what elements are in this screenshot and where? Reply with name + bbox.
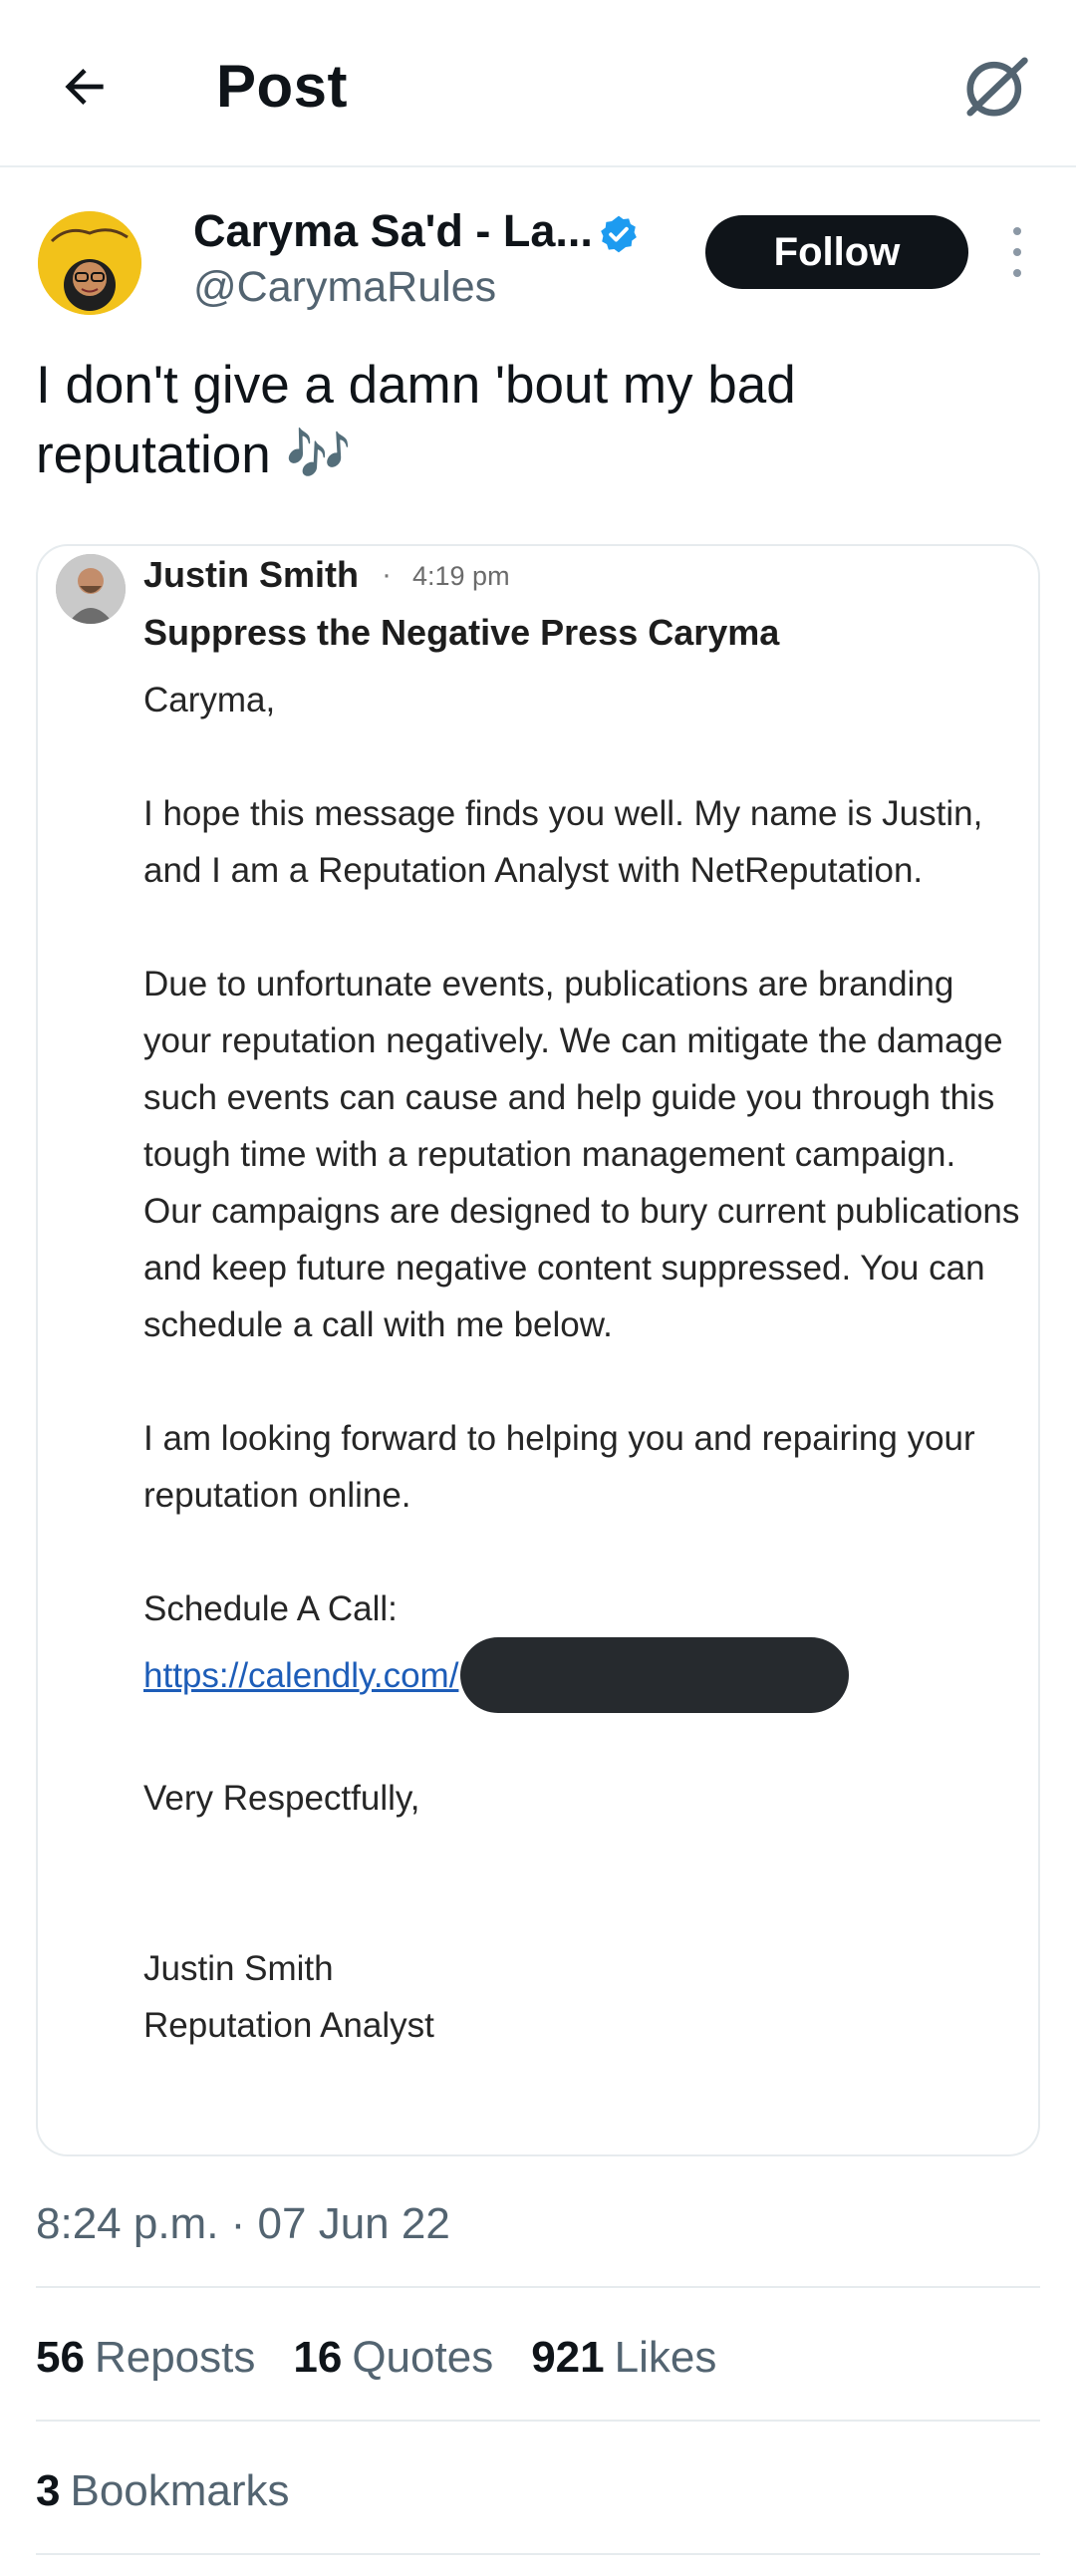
bookmarks-stat[interactable] [36,2461,290,2521]
grok-icon [961,52,1031,122]
email-paragraph: Due to unfortunate events, publications are branding your reputation negatively. We can mitigate the damage such events can cause and help guide you through this tough time with a reputation management campaign. Our campaigns are designed to bury current publications and keep future negative content suppressed. You can schedule a call with me below. [143,965,1020,1344]
author-avatar[interactable] [38,211,141,315]
avatar-illustration [38,211,141,315]
quotes-stat[interactable] [293,2328,493,2388]
reposts-count: 56 [36,2333,85,2382]
post-text: I don't give a damn 'bout my bad reputation 🎶 [36,356,796,484]
author-name[interactable]: Caryma Sa'd - La... [193,205,593,256]
email-signature-name: Justin Smith [143,1949,334,1988]
more-dot-icon [1013,269,1021,277]
more-dot-icon [1013,248,1021,256]
bookmarks-count: 3 [36,2466,61,2515]
quotes-label: Quotes [352,2333,494,2382]
email-paragraph: I am looking forward to helping you and repairing your reputation online. [143,1419,975,1515]
email-link-row [143,1637,1020,1713]
redaction-bar [460,1637,849,1713]
divider [36,2420,1040,2422]
likes-count: 921 [531,2333,605,2382]
bookmarks-label: Bookmarks [70,2466,290,2515]
top-bar [0,0,1076,167]
more-dot-icon [1013,227,1021,235]
email-sender-name: Justin Smith [143,554,360,595]
divider [36,2286,1040,2288]
email-signoff: Very Respectfully, [143,1779,420,1818]
email-subject: Suppress the Negative Press Caryma [143,612,780,653]
email-schedule-label: Schedule A Call: [143,1589,398,1628]
post-timestamp[interactable]: 8:24 p.m. · 07 Jun 22 [36,2199,450,2248]
email-time: 4:19 pm [412,561,510,591]
email-body [143,672,1020,2054]
email-calendly-link: https://calendly.com/ [143,1655,459,1695]
reposts-label: Reposts [94,2333,256,2382]
more-options-button[interactable] [1000,219,1034,285]
page-title: Post [216,53,349,120]
likes-label: Likes [614,2333,717,2382]
email-greeting: Caryma, [143,681,276,719]
email-paragraph: I hope this message finds you well. My name is Justin, and I am a Reputation Analyst with NetReputation. [143,794,983,890]
email-separator: · [382,558,392,591]
arrow-left-icon [57,59,113,115]
grok-button[interactable] [954,45,1038,129]
email-sender-avatar [56,554,126,624]
back-button[interactable] [50,52,120,122]
verified-badge-icon [598,213,640,255]
likes-stat[interactable] [531,2328,716,2388]
email-signature-title: Reputation Analyst [143,2006,434,2045]
engagement-stats [36,2328,754,2388]
follow-button[interactable]: Follow [705,215,968,289]
author-handle[interactable]: @CarymaRules [193,263,497,311]
post-image[interactable] [36,544,1040,2156]
divider [36,2553,1040,2555]
quotes-count: 16 [293,2333,343,2382]
reposts-stat[interactable] [36,2328,255,2388]
